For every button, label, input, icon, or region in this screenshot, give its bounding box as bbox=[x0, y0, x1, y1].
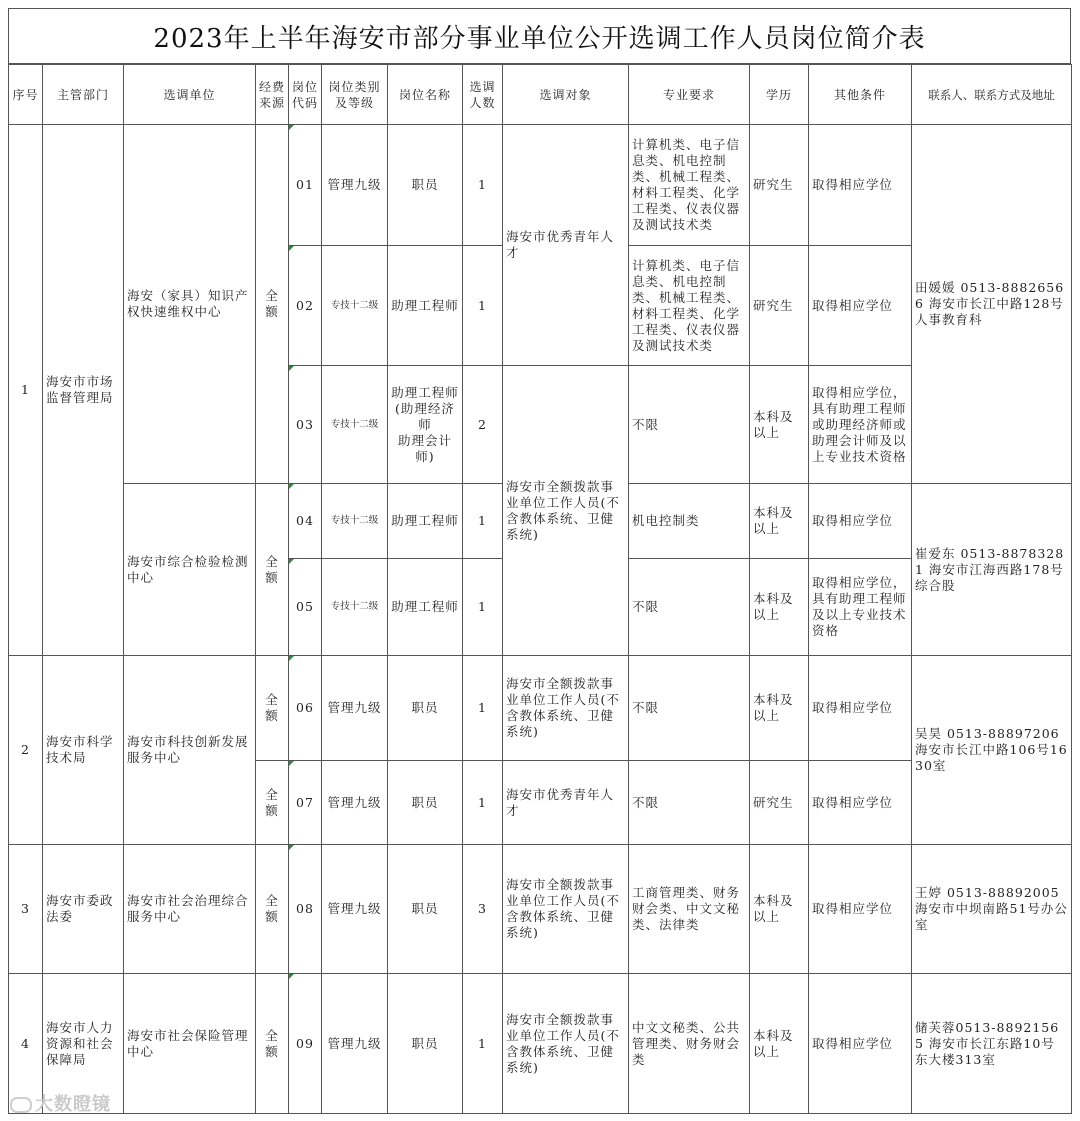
post-code: 08 bbox=[289, 845, 322, 974]
page-title: 2023年上半年海安市部分事业单位公开选调工作人员岗位简介表 bbox=[153, 23, 926, 54]
post-count: 1 bbox=[463, 559, 503, 656]
group-dept: 海安市市场监督管理局 bbox=[43, 125, 124, 656]
unit-name: 海安市社会保险管理中心 bbox=[124, 974, 256, 1114]
post-major: 不限 bbox=[629, 559, 750, 656]
post-category: 管理九级 bbox=[322, 845, 388, 974]
post-other: 取得相应学位 bbox=[809, 845, 912, 974]
post-position: 职员 bbox=[388, 974, 463, 1114]
unit-name: 海安（家具）知识产权快速维权中心 bbox=[124, 125, 256, 484]
post-other: 取得相应学位 bbox=[809, 974, 912, 1114]
post-count: 1 bbox=[463, 125, 503, 246]
post-other: 取得相应学位 bbox=[809, 656, 912, 761]
header-major: 专业要求 bbox=[629, 65, 750, 125]
post-category: 管理九级 bbox=[322, 974, 388, 1114]
post-major: 不限 bbox=[629, 656, 750, 761]
post-count: 3 bbox=[463, 845, 503, 974]
watermark-text: 大数瞪镜 bbox=[35, 1094, 111, 1115]
post-count: 1 bbox=[463, 656, 503, 761]
header-code: 岗位代码 bbox=[289, 65, 322, 125]
contact-cell: 王婷 0513-88892005 海安市中坝南路51号办公室 bbox=[912, 845, 1072, 974]
post-position: 职员 bbox=[388, 845, 463, 974]
post-position: 职员 bbox=[388, 125, 463, 246]
positions-table bbox=[8, 64, 1072, 1114]
post-major: 计算机类、电子信息类、机电控制类、机械工程类、材料工程类、化学工程类、仪表仪器及测试技术类 bbox=[629, 125, 750, 246]
fund-source: 全额 bbox=[256, 484, 289, 656]
post-category: 专技十二级 bbox=[322, 246, 388, 366]
post-code: 06 bbox=[289, 656, 322, 761]
post-count: 2 bbox=[463, 366, 503, 484]
header-category: 岗位类别及等级 bbox=[322, 65, 388, 125]
post-category: 专技十二级 bbox=[322, 559, 388, 656]
post-code: 04 bbox=[289, 484, 322, 559]
post-edu: 本科及以上 bbox=[750, 366, 809, 484]
post-other: 取得相应学位 bbox=[809, 125, 912, 246]
position-line: 师) bbox=[415, 448, 435, 464]
post-other: 取得相应学位，具有助理工程师及以上专业技术资格 bbox=[809, 559, 912, 656]
post-position: 助理工程师 bbox=[388, 246, 463, 366]
post-major: 机电控制类 bbox=[629, 484, 750, 559]
post-code: 02 bbox=[289, 246, 322, 366]
fund-source: 全额 bbox=[256, 125, 289, 484]
post-major: 计算机类、电子信息类、机电控制类、机械工程类、材料工程类、化学工程类、仪表仪器及测试技术类 bbox=[629, 246, 750, 366]
header-position: 岗位名称 bbox=[388, 65, 463, 125]
post-major: 工商管理类、财务财会类、中文文秘类、法律类 bbox=[629, 845, 750, 974]
post-other: 取得相应学位 bbox=[809, 484, 912, 559]
group-seq: 3 bbox=[9, 845, 43, 974]
unit-name: 海安市综合检验检测中心 bbox=[124, 484, 256, 656]
target-cell: 海安市全额拨款事业单位工作人员(不含教体系统、卫健系统) bbox=[503, 366, 629, 656]
group-dept: 海安市人力资源和社会保障局 bbox=[43, 974, 124, 1114]
header-contact: 联系人、联系方式及地址 bbox=[912, 65, 1072, 125]
position-line: 师 bbox=[418, 416, 432, 432]
post-edu: 本科及以上 bbox=[750, 845, 809, 974]
post-category: 管理九级 bbox=[322, 656, 388, 761]
table-row bbox=[9, 845, 1072, 974]
contact-cell: 崔爱东 0513-88783281 海安市江海西路178号综合股 bbox=[912, 484, 1072, 656]
contact-cell: 储芙蓉0513-88921565 海安市长江东路10号东大楼313室 bbox=[912, 974, 1072, 1114]
watermark bbox=[10, 1090, 111, 1116]
fund-source: 全额 bbox=[256, 656, 289, 761]
post-other: 取得相应学位 bbox=[809, 246, 912, 366]
watermark-logo-icon bbox=[10, 1097, 32, 1113]
header-target: 选调对象 bbox=[503, 65, 629, 125]
fund-source: 全额 bbox=[256, 845, 289, 974]
post-edu: 本科及以上 bbox=[750, 974, 809, 1114]
post-edu: 研究生 bbox=[750, 125, 809, 246]
post-count: 1 bbox=[463, 761, 503, 845]
post-edu: 研究生 bbox=[750, 761, 809, 845]
post-major: 不限 bbox=[629, 366, 750, 484]
target-cell: 海安市全额拨款事业单位工作人员(不含教体系统、卫健系统) bbox=[503, 845, 629, 974]
post-position: 职员 bbox=[388, 761, 463, 845]
table-row bbox=[9, 125, 1072, 246]
post-major: 中文文秘类、公共管理类、财务财会类 bbox=[629, 974, 750, 1114]
header-other: 其他条件 bbox=[809, 65, 912, 125]
post-major: 不限 bbox=[629, 761, 750, 845]
fund-source: 全额 bbox=[256, 974, 289, 1114]
post-category: 专技十二级 bbox=[322, 484, 388, 559]
fund-source: 全额 bbox=[256, 761, 289, 845]
position-line: 助理会计 bbox=[397, 432, 452, 448]
unit-name: 海安市科技创新发展服务中心 bbox=[124, 656, 256, 845]
post-other: 取得相应学位，具有助理工程师或助理经济师或助理会计师及以上专业技术资格 bbox=[809, 366, 912, 484]
group-seq: 2 bbox=[9, 656, 43, 845]
post-category: 专技十二级 bbox=[322, 366, 388, 484]
target-cell: 海安市优秀青年人才 bbox=[503, 761, 629, 845]
group-dept: 海安市委政法委 bbox=[43, 845, 124, 974]
post-edu: 本科及以上 bbox=[750, 656, 809, 761]
post-code: 09 bbox=[289, 974, 322, 1114]
post-code: 03 bbox=[289, 366, 322, 484]
table-row bbox=[9, 656, 1072, 761]
header-unit: 选调单位 bbox=[124, 65, 256, 125]
header-row bbox=[9, 65, 1072, 125]
target-cell: 海安市全额拨款事业单位工作人员(不含教体系统、卫健系统) bbox=[503, 656, 629, 761]
post-edu: 研究生 bbox=[750, 246, 809, 366]
header-count: 选调人数 bbox=[463, 65, 503, 125]
post-position: 职员 bbox=[388, 656, 463, 761]
post-code: 05 bbox=[289, 559, 322, 656]
contact-cell: 吴昊 0513-88897206 海安市长江中路106号1630室 bbox=[912, 656, 1072, 845]
contact-cell: 田媛媛 0513-88826566 海安市长江中路128号人事教育科 bbox=[912, 125, 1072, 484]
post-category: 管理九级 bbox=[322, 761, 388, 845]
header-dept: 主管部门 bbox=[43, 65, 124, 125]
post-edu: 本科及以上 bbox=[750, 484, 809, 559]
header-seq: 序号 bbox=[9, 65, 43, 125]
unit-name: 海安市社会治理综合服务中心 bbox=[124, 845, 256, 974]
group-dept: 海安市科学技术局 bbox=[43, 656, 124, 845]
title-box bbox=[8, 8, 1071, 64]
header-fund: 经费来源 bbox=[256, 65, 289, 125]
post-category: 管理九级 bbox=[322, 125, 388, 246]
position-line: (助理经济 bbox=[395, 400, 455, 416]
post-code: 01 bbox=[289, 125, 322, 246]
post-count: 1 bbox=[463, 484, 503, 559]
group-seq: 1 bbox=[9, 125, 43, 656]
post-count: 1 bbox=[463, 974, 503, 1114]
table-row bbox=[9, 974, 1072, 1114]
post-count: 1 bbox=[463, 246, 503, 366]
post-position bbox=[388, 366, 463, 484]
position-line: 助理工程师 bbox=[391, 384, 459, 400]
post-position: 助理工程师 bbox=[388, 484, 463, 559]
post-code: 07 bbox=[289, 761, 322, 845]
group-seq: 4 bbox=[9, 974, 43, 1114]
target-cell: 海安市全额拨款事业单位工作人员(不含教体系统、卫健系统) bbox=[503, 974, 629, 1114]
post-position: 助理工程师 bbox=[388, 559, 463, 656]
header-edu: 学历 bbox=[750, 65, 809, 125]
post-other: 取得相应学位 bbox=[809, 761, 912, 845]
post-edu: 本科及以上 bbox=[750, 559, 809, 656]
target-cell: 海安市优秀青年人才 bbox=[503, 125, 629, 366]
